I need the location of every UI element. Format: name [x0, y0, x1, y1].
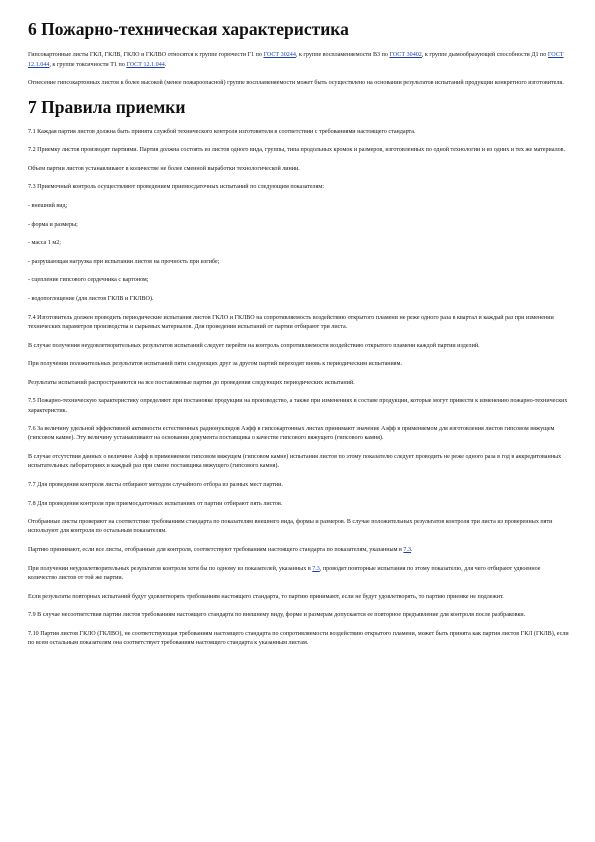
clause-7-7: 7.7 Для проведения контроля листы отбирают методом случайного отбора из разных мест партии.	[28, 481, 283, 488]
text: , к группе дымообразующей способности Д1 по	[421, 52, 548, 59]
selected-sheets-paragraph: Отобранные листы проверяют на соответствие требованиям стандарта по показателям внешнего вида, формы и размеров. В случае положительных результатов контроля три листа из проверенных пяти используют для контроля по остальным показателям.	[28, 519, 553, 535]
gost-12-1-044-link[interactable]: ГОСТ 12.1.044	[28, 52, 564, 68]
batch-volume-paragraph: Объем партии листов устанавливают в количестве не более сменной выработки технологической линии.	[28, 165, 300, 172]
absence-of-data-paragraph: В случае отсутствия данных о величине Аэфф в применяемом гипсовом вяжущем (гипсовом камне) испытания листов по этому показателю следует проводить не реже одного раза в год в аккредитованных испытательных лабораториях и каждый раз при смене поставщика вяжущего (гипсового камня).	[28, 454, 562, 470]
clause-7-2: 7.2 Приемку листов производят партиями. Партия должна состоять из листов одного вида, группы, типа продольных кромок и размеров, изготовленных по одной технологии и из одних и тех же материалов.	[28, 147, 566, 154]
clause-7-9: 7.9 В случае несоответствия партии листов требованиям настоящего стандарта по внешнему виду, форме и размерам допускается ее повторное предъявление для контроля после разбраковки.	[28, 612, 526, 619]
clause-7-5: 7.5 Пожарно-техническую характеристику определяют при постановке продукции на производство, а также при изменениях в составе продукции, которые могут привести к изменению пожарно-технических характеристик.	[28, 398, 568, 414]
text: .	[411, 547, 413, 554]
list-item-appearance: - внешний вид;	[28, 203, 68, 210]
text: , проводят повторные испытания по этому показателю, для чего отбирают удвоенное количество листов от той же партии.	[28, 565, 541, 581]
clause-7-8: 7.8 Для проведения контроля при приемосдаточных испытаниях от партии отбирают пять листов.	[28, 500, 283, 507]
clause-7-3: 7.3 Приемочный контроль осуществляют проведением приемосдаточных испытаний по следующим показателям:	[28, 184, 324, 191]
gost-30402-link[interactable]: ГОСТ 30402	[389, 52, 422, 59]
section-7-heading: 7 Правила приемки	[28, 97, 186, 118]
results-apply-paragraph: Результаты испытаний распространяются на все поставляемые партии до проведения следующих периодических испытаний.	[28, 379, 355, 386]
list-item-adhesion: - сцепление гипсового сердечника с картоном;	[28, 277, 149, 284]
negative-results-paragraph	[28, 565, 571, 584]
text: При получении неудовлетворительных результатов контроля хотя бы по одному из показателей, указанных в	[28, 565, 313, 572]
clause-7-10: 7.10 Партия листов ГКЛО (ГКЛВО), не соответствующая требованиям настоящего стандарта по сопротивляемости воздействию открытого пламени, может быть принята как партия листов ГКЛ (ГКЛВ), если по всем остальным показателям она соответствует требованиям настоящего стандарта к указанным листам.	[28, 630, 569, 647]
list-item-water-absorption: - водопоглощение (для листов ГКЛВ и ГКЛВО).	[28, 296, 154, 303]
text: , к группе токсичности Т1 по	[49, 61, 127, 68]
clause-7-6: 7.6 За величину удельной эффективной активности естественных радионуклидов Аэфф в гипсокартонных листах принимают значение Аэфф в применяемом для изготовления листов гипсовом вяжущем (гипсовом камне). Эту величину устанавливают на основании документа поставщика о качестве гипсового вяжущего (гипсового камня).	[28, 426, 555, 442]
list-item-breaking-load: - разрушающая нагрузка при испытании листов на прочность при изгибе;	[28, 258, 220, 265]
clause-7-3-link[interactable]: 7.3	[403, 547, 412, 554]
clause-7-4: 7.4 Изготовитель должен проводить периодические испытания листов ГКЛО и ГКЛВО на сопротивляемость воздействию открытого пламени не реже одного раза в квартал и каждый раз при изменении технических параметров производства и сырьевых материалов. Для проведения испытаний от партии отбирают три листа.	[28, 314, 554, 330]
list-item-mass: - масса 1 м2;	[28, 240, 61, 247]
positive-results-paragraph: При получении положительных результатов испытаний пяти следующих друг за другом партий переходят вновь к периодическим испытаниям.	[28, 361, 402, 368]
gost-12-1-044-link-2[interactable]: ГОСТ 12.1.044	[126, 61, 165, 68]
section-6-paragraph-1	[28, 51, 571, 70]
unsatisfactory-results-paragraph: В случае получения неудовлетворительных результатов испытаний следует перейти на контроль сопротивляемости воздействию открытого пламени каждой партии изделий.	[28, 342, 480, 349]
text: Гипсокартонные листы ГКЛ, ГКЛВ, ГКЛО и ГКЛВО относятся к группе горючести Г1 по	[28, 52, 264, 59]
section-6-heading: 6 Пожарно-техническая характеристика	[28, 19, 349, 39]
gost-30244-link[interactable]: ГОСТ 30244	[263, 52, 296, 59]
repeat-tests-paragraph: Если результаты повторных испытаний будут удовлетворять требованиям настоящего стандарта, то партию принимают, если не будут удовлетворять, то партию приемке не подлежит.	[28, 593, 504, 600]
text: .	[164, 61, 167, 68]
clause-7-3-link-2[interactable]: 7.3	[312, 565, 320, 572]
text: , к группе воспламеняемости В3 по	[295, 52, 390, 59]
batch-accepted-paragraph	[28, 546, 571, 555]
section-6-paragraph-2: Отнесение гипсокартонных листов к более высокой (менее пожароопасной) группе воспламеняемости может быть осуществлено на основании результатов испытаний продукции конкретного изготовителя.	[28, 80, 564, 87]
text: Партию принимают, если все листы, отобранные для контроля, соответствуют требованиям настоящего стандарта по показателям, указанным в	[28, 547, 404, 554]
clause-7-1: 7.1 Каждая партия листов должна быть принята службой технического контроля изготовителя в соответствии с требованиями настоящего стандарта.	[28, 128, 416, 135]
list-item-shape-size: - форма и размеры;	[28, 221, 78, 228]
